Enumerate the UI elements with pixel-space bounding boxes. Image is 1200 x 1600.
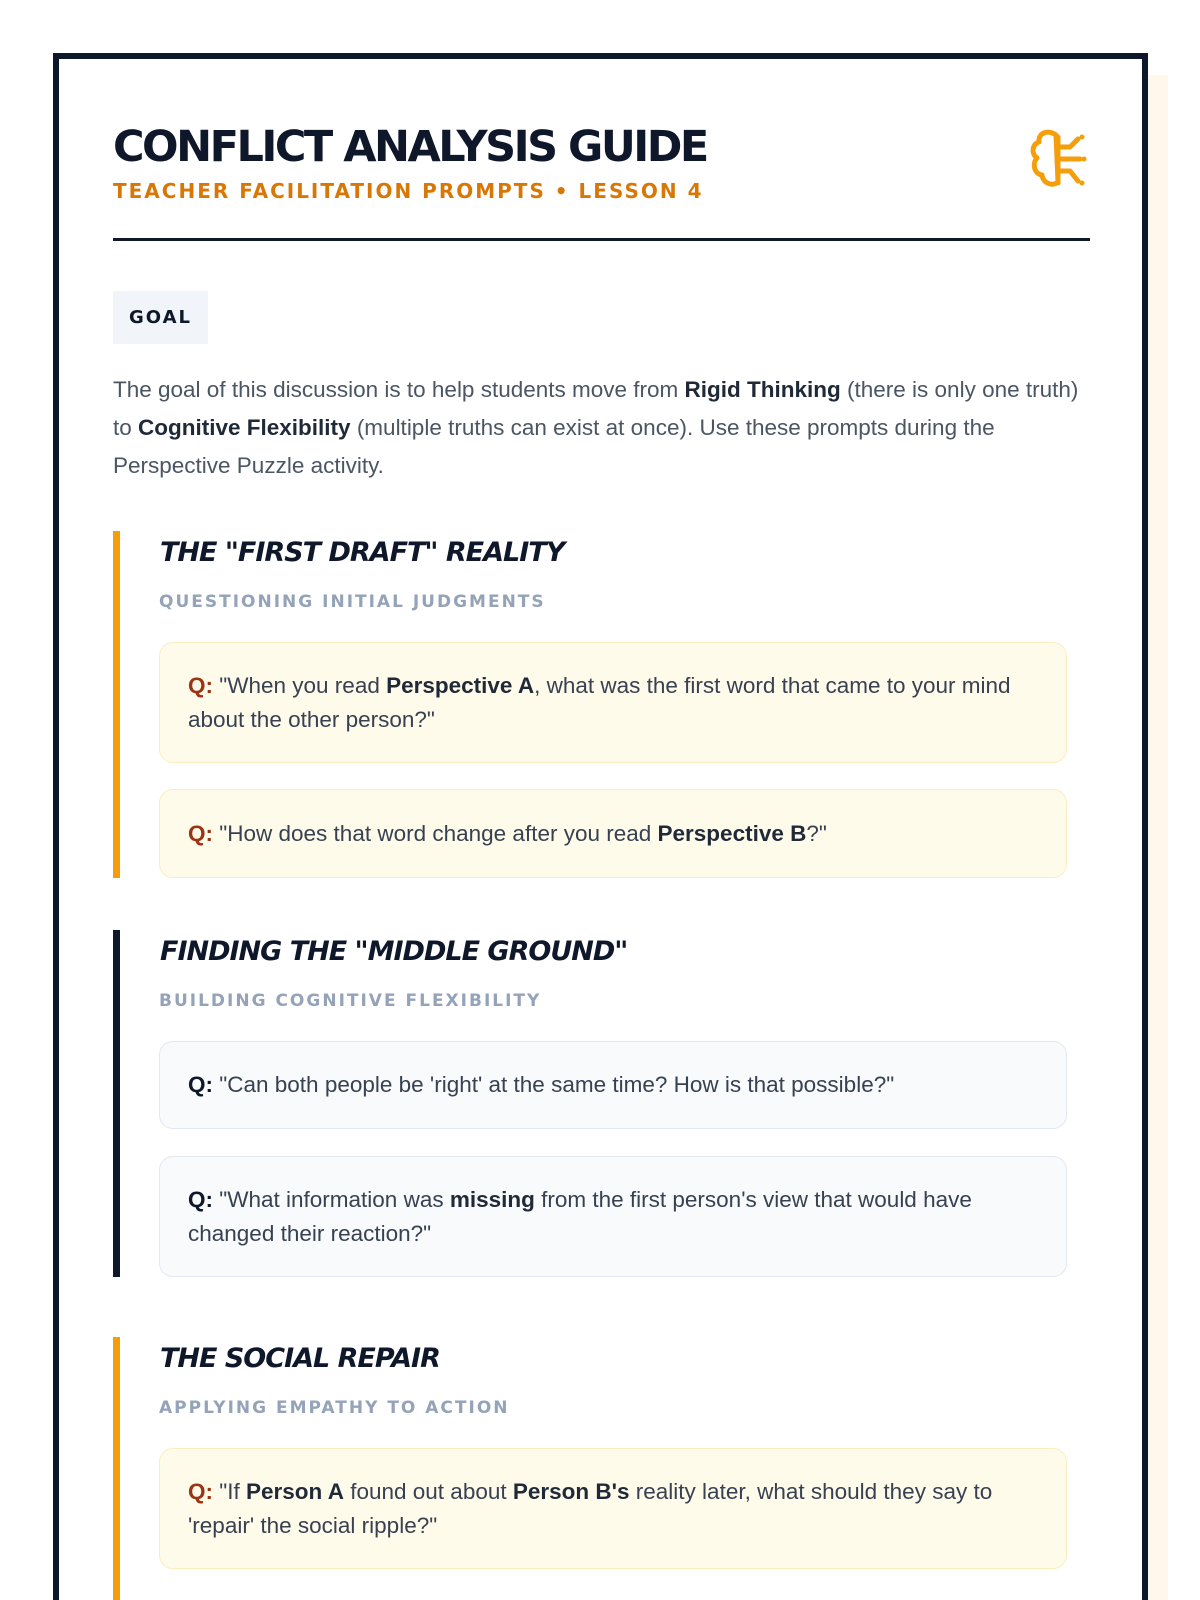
section-subtitle: BUILDING COGNITIVE FLEXIBILITY [159,991,542,1011]
section-middle-ground [113,930,1090,1277]
question-card: Q: "If Person A found out about Person B's reality later, what should they say to 'repair' the social ripple?" [159,1448,1067,1569]
guide-header [113,121,1090,241]
question-card: Q: "Can both people be 'right' at the same time? How is that possible?" [159,1041,1067,1129]
guide-card [53,53,1148,1600]
page-subtitle: TEACHER FACILITATION PROMPTS • LESSON 4 [113,179,704,203]
goal-text: The goal of this discussion is to help students move from Rigid Thinking (there is only one truth) to Cognitive Flexibility (multiple truths can exist at once). Use these prompts during the Perspective Puzzle activity. [113,377,1079,478]
section-subtitle: APPLYING EMPATHY TO ACTION [159,1398,510,1418]
brain-icon [1030,127,1090,193]
section-title: THE "FIRST DRAFT" REALITY [160,537,565,568]
section-subtitle: QUESTIONING INITIAL JUDGMENTS [159,592,546,612]
section-accent-bar [113,1337,120,1600]
page-title: CONFLICT ANALYSIS GUIDE [113,122,707,172]
section-accent-bar [113,930,120,1277]
question-card: Q: "What information was missing from the first person's view that would have changed their reaction?" [159,1156,1067,1277]
section-first-draft [113,531,1090,878]
section-title: THE SOCIAL REPAIR [160,1343,440,1374]
card-shadow [1148,75,1168,1600]
goal-badge: GOAL [113,291,208,344]
question-card: Q: "How does that word change after you read Perspective B?" [159,789,1067,878]
section-accent-bar [113,531,120,878]
section-title: FINDING THE "MIDDLE GROUND" [160,936,628,967]
section-social-repair [113,1337,1090,1600]
question-card: Q: "When you read Perspective A, what was the first word that came to your mind about the other person?" [159,642,1067,763]
